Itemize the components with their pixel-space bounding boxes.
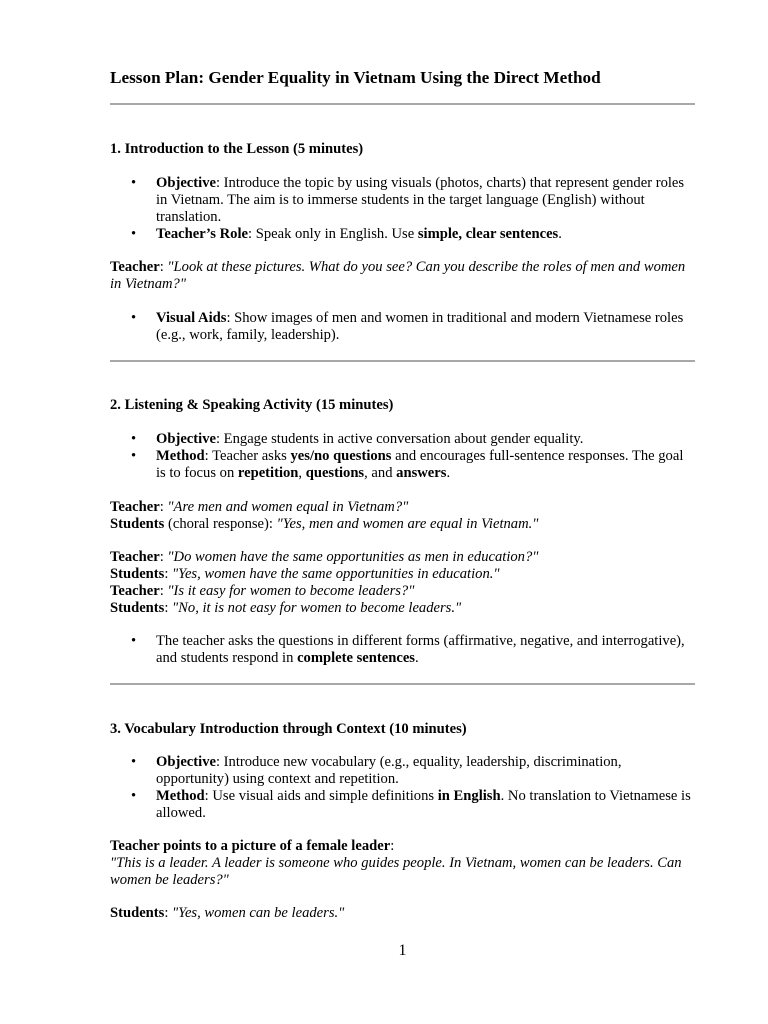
method-emphasis: repetition	[237, 465, 299, 481]
objective-text: : Introduce the topic by using visuals (photos, charts) that represent gender roles in Vietnam. The aim is to immerse students in the target language (English) without translation.	[156, 175, 685, 225]
bullet-method	[110, 448, 695, 482]
page-number: 1	[398, 942, 407, 959]
colon: :	[159, 499, 168, 515]
students-quote: "Yes, men and women are equal in Vietnam."	[276, 516, 539, 532]
teacher-label: Teacher	[110, 499, 160, 515]
horizontal-rule	[110, 683, 695, 685]
section-1-heading: 1. Introduction to the Lesson (5 minutes)	[110, 141, 364, 157]
bullet-objective	[110, 754, 695, 788]
students-quote: "No, it is not easy for women to become leaders."	[172, 600, 462, 616]
objective-text: : Introduce new vocabulary (e.g., equality, leadership, discrimination, opportunity) using context and repetition.	[156, 754, 622, 787]
method-text: : Use visual aids and simple definitions	[204, 788, 438, 804]
colon: :	[159, 259, 168, 275]
bullet-method	[110, 788, 695, 822]
teacher-label: Teacher	[110, 549, 160, 565]
teacher-label: Teacher	[110, 259, 160, 275]
bullet-note	[110, 633, 695, 667]
note-period: .	[415, 650, 419, 666]
method-text: ,	[298, 465, 306, 481]
method-emphasis: answers	[396, 465, 447, 481]
colon: :	[159, 549, 168, 565]
horizontal-rule	[110, 103, 695, 105]
method-emphasis: in English	[437, 788, 501, 804]
objective-label: Objective	[156, 431, 216, 447]
students-response	[110, 905, 695, 922]
teacher-quote: "Are men and women equal in Vietnam?"	[167, 499, 409, 515]
note-text: The teacher asks the questions in different forms (affirmative, negative, and interrogative), and students respond in	[156, 633, 685, 666]
colon: :	[159, 583, 168, 599]
dialogue-2	[110, 549, 695, 617]
teacher-pointing-block	[110, 838, 695, 889]
bullet-teacher-role	[110, 226, 695, 243]
teacher-role-label: Teacher’s Role	[156, 226, 248, 242]
document-title: Lesson Plan: Gender Equality in Vietnam Using the Direct Method	[110, 68, 601, 87]
students-label: Students	[110, 516, 165, 532]
visual-aids-label: Visual Aids	[156, 310, 227, 326]
visual-aids-text: : Show images of men and women in traditional and modern Vietnamese roles (e.g., work, family, leadership).	[156, 310, 684, 343]
colon: :	[164, 600, 173, 616]
students-note: (choral response):	[164, 516, 277, 532]
students-label: Students	[110, 566, 165, 582]
colon: :	[164, 566, 173, 582]
note-emphasis: complete sentences	[297, 650, 415, 666]
teacher-role-period: .	[558, 226, 562, 242]
bullet-objective	[110, 175, 695, 226]
method-label: Method	[156, 788, 205, 804]
students-quote: "Yes, women have the same opportunities in education."	[172, 566, 500, 582]
method-text: : Teacher asks	[204, 448, 291, 464]
teacher-role-text: : Speak only in English. Use	[248, 226, 418, 242]
section-3-heading: 3. Vocabulary Introduction through Context (10 minutes)	[110, 721, 467, 737]
method-emphasis: yes/no questions	[290, 448, 392, 464]
section-1-bullet-list	[110, 175, 695, 243]
objective-label: Objective	[156, 175, 216, 191]
teacher-quote: "Look at these pictures. What do you see? Can you describe the roles of men and women in Vietnam?"	[110, 259, 686, 292]
objective-text: : Engage students in active conversation about gender equality.	[215, 431, 584, 447]
section-2-heading: 2. Listening & Speaking Activity (15 minutes)	[110, 397, 394, 413]
bullet-visual-aids	[110, 310, 695, 344]
teacher-role-emphasis: simple, clear sentences	[417, 226, 559, 242]
dialogue-1	[110, 499, 695, 533]
objective-label: Objective	[156, 754, 216, 770]
method-emphasis: questions	[305, 465, 365, 481]
method-text: . No translation to Vietnamese is allowed.	[156, 788, 691, 821]
colon: :	[164, 905, 173, 921]
leader-quote: "This is a leader. A leader is someone who guides people. In Vietnam, women can be leaders. Can women be leaders?"	[110, 855, 682, 888]
section-2-bullet-list	[110, 431, 695, 482]
students-label: Students	[110, 905, 165, 921]
section-3-bullet-list	[110, 754, 695, 822]
section-1-visual-aids-list	[110, 310, 695, 344]
method-text: and encourages full-sentence responses. The goal is to focus on	[156, 448, 684, 481]
teacher-quote: "Do women have the same opportunities as men in education?"	[167, 549, 539, 565]
pointing-label: Teacher points to a picture of a female leader	[110, 838, 391, 854]
students-quote: "Yes, women can be leaders."	[172, 905, 345, 921]
method-label: Method	[156, 448, 205, 464]
teacher-prompt-1	[110, 259, 695, 293]
method-text: .	[446, 465, 451, 481]
teacher-quote: "Is it easy for women to become leaders?"	[167, 583, 415, 599]
section-2-note-list	[110, 633, 695, 667]
colon: :	[390, 838, 395, 854]
students-label: Students	[110, 600, 165, 616]
bullet-objective	[110, 431, 695, 448]
horizontal-rule	[110, 360, 695, 362]
method-text: , and	[364, 465, 397, 481]
teacher-label: Teacher	[110, 583, 160, 599]
